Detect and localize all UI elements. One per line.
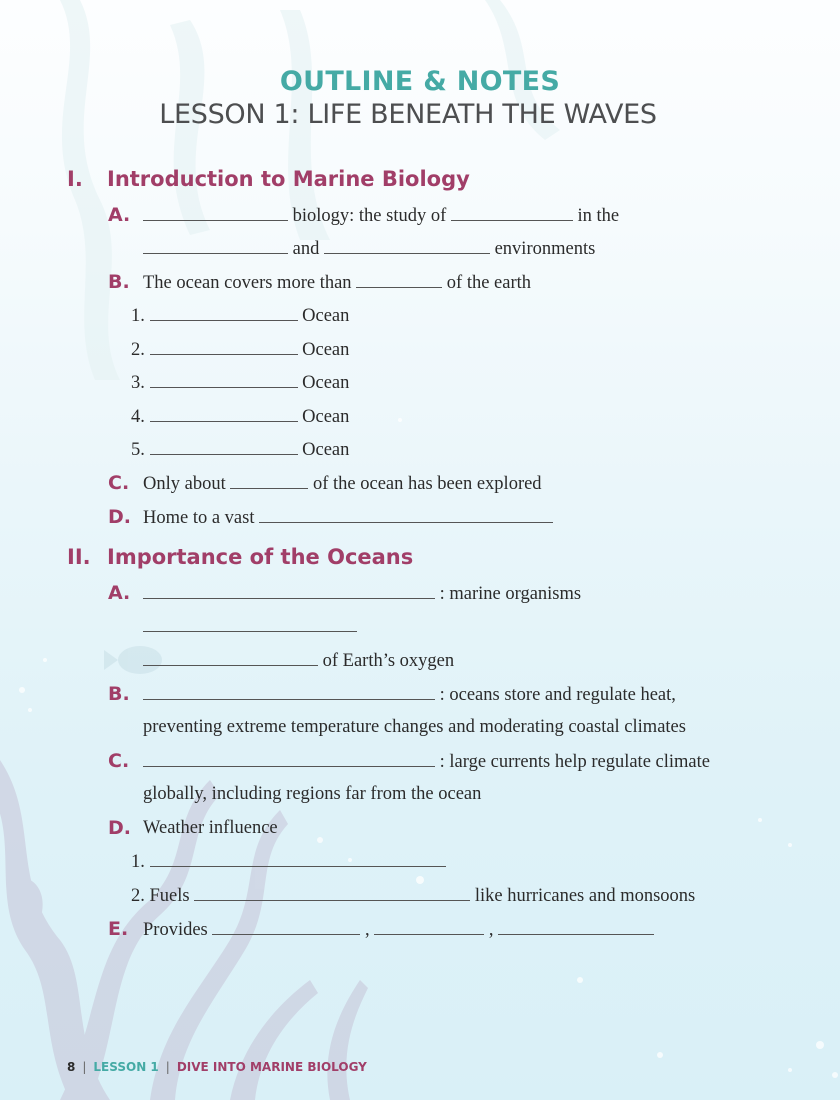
fill-in-blank[interactable]: [143, 649, 318, 666]
fill-in-blank[interactable]: [143, 683, 435, 700]
item-text: The ocean covers more than: [143, 273, 352, 293]
sub-num: 1.: [131, 852, 145, 872]
section-numeral: I.: [67, 167, 83, 191]
outline-item-2a-cont: [143, 649, 454, 672]
item-letter: B.: [108, 271, 130, 293]
item-text: preventing extreme temperature changes and moderating coastal climates: [143, 717, 686, 737]
fill-in-blank[interactable]: [150, 371, 298, 388]
item-text: Only about: [143, 474, 226, 494]
item-text: biology: the study of: [292, 206, 447, 226]
sub-num: 3.: [131, 373, 145, 393]
item-letter: D.: [108, 506, 131, 528]
item-text: : oceans store and regulate heat,: [439, 685, 676, 705]
fill-in-blank[interactable]: [451, 204, 573, 221]
fill-in-blank[interactable]: [259, 506, 553, 523]
item-text: environments: [494, 239, 596, 259]
sub-num: 1.: [131, 306, 145, 326]
outline-item-2d: [143, 817, 278, 839]
item-letter: C.: [108, 750, 130, 772]
page-footer: [67, 1060, 367, 1074]
item-text: Ocean: [302, 340, 350, 360]
sub-item: [131, 884, 695, 907]
fill-in-blank[interactable]: [150, 850, 446, 867]
item-text: Provides: [143, 920, 208, 940]
outline-item-2a-cont: [143, 615, 357, 638]
item-text: Ocean: [302, 407, 350, 427]
fill-in-blank[interactable]: [194, 884, 470, 901]
item-letter: C.: [108, 472, 130, 494]
item-text: Ocean: [302, 440, 350, 460]
outline-item-1d: [143, 506, 553, 529]
fill-in-blank[interactable]: [324, 237, 490, 254]
fill-in-blank[interactable]: [150, 338, 298, 355]
item-text: like hurricanes and monsoons: [474, 886, 696, 906]
fill-in-blank[interactable]: [143, 204, 288, 221]
page-title: OUTLINE & NOTES: [279, 66, 561, 97]
outline-item-1a: [143, 204, 619, 227]
item-text: : large currents help regulate climate: [439, 752, 710, 772]
outline-item-1b: [143, 271, 531, 294]
item-text: of Earth’s oxygen: [322, 651, 455, 671]
section-title: Importance of the Oceans: [107, 545, 414, 569]
sub-num: 4.: [131, 407, 145, 427]
footer-book-title: DIVE INTO MARINE BIOLOGY: [176, 1060, 367, 1074]
sub-num: 2.: [131, 340, 145, 360]
fill-in-blank[interactable]: [374, 918, 484, 935]
item-text: of the earth: [446, 273, 532, 293]
item-letter: B.: [108, 683, 130, 705]
sub-item: [131, 850, 446, 873]
outline-item-1c: [143, 472, 542, 495]
sub-num: 5.: [131, 440, 145, 460]
outline-item-2b-cont: [143, 716, 686, 738]
item-letter: D.: [108, 817, 131, 839]
item-letter: A.: [108, 582, 131, 604]
fill-in-blank[interactable]: [356, 271, 442, 288]
page-number: 8: [67, 1060, 76, 1074]
section-title: Introduction to Marine Biology: [107, 167, 470, 191]
item-text: : marine organisms: [439, 584, 582, 604]
outline-item-2c: [143, 750, 710, 773]
item-text: Ocean: [302, 306, 350, 326]
fill-in-blank[interactable]: [230, 472, 308, 489]
fill-in-blank[interactable]: [498, 918, 654, 935]
item-text: and: [292, 239, 320, 259]
item-text: globally, including regions far from the ocean: [143, 784, 482, 804]
footer-separator: |: [82, 1060, 87, 1074]
outline-item-2c-cont: [143, 783, 481, 805]
item-text: of the ocean has been explored: [312, 474, 542, 494]
fill-in-blank[interactable]: [143, 750, 435, 767]
sub-item: [131, 438, 349, 461]
comma: ,: [488, 920, 494, 940]
outline-item-2b: [143, 683, 676, 706]
lesson-title: LESSON 1: LIFE BENEATH THE WAVES: [159, 99, 657, 130]
fill-in-blank[interactable]: [212, 918, 360, 935]
fill-in-blank[interactable]: [150, 405, 298, 422]
item-text: Home to a vast: [143, 508, 255, 528]
comma: ,: [365, 920, 370, 940]
section-numeral: II.: [67, 545, 91, 569]
fill-in-blank[interactable]: [143, 615, 357, 632]
sub-item: [131, 405, 349, 428]
fill-in-blank[interactable]: [143, 237, 288, 254]
item-text: in the: [577, 206, 620, 226]
sub-item: [131, 338, 349, 361]
item-letter: E.: [108, 918, 129, 940]
outline-item-2e: [143, 918, 654, 941]
footer-lesson: LESSON 1: [93, 1060, 159, 1074]
item-letter: A.: [108, 204, 131, 226]
sub-item: [131, 371, 349, 394]
sub-item: [131, 304, 349, 327]
fill-in-blank[interactable]: [150, 304, 298, 321]
sub-num: 2. Fuels: [131, 886, 190, 906]
footer-separator: |: [165, 1060, 170, 1074]
outline-item-2a: [143, 582, 581, 605]
fill-in-blank[interactable]: [150, 438, 298, 455]
fill-in-blank[interactable]: [143, 582, 435, 599]
item-text: Weather influence: [143, 818, 278, 838]
item-text: Ocean: [302, 373, 350, 393]
outline-item-1a-cont: [143, 237, 595, 260]
